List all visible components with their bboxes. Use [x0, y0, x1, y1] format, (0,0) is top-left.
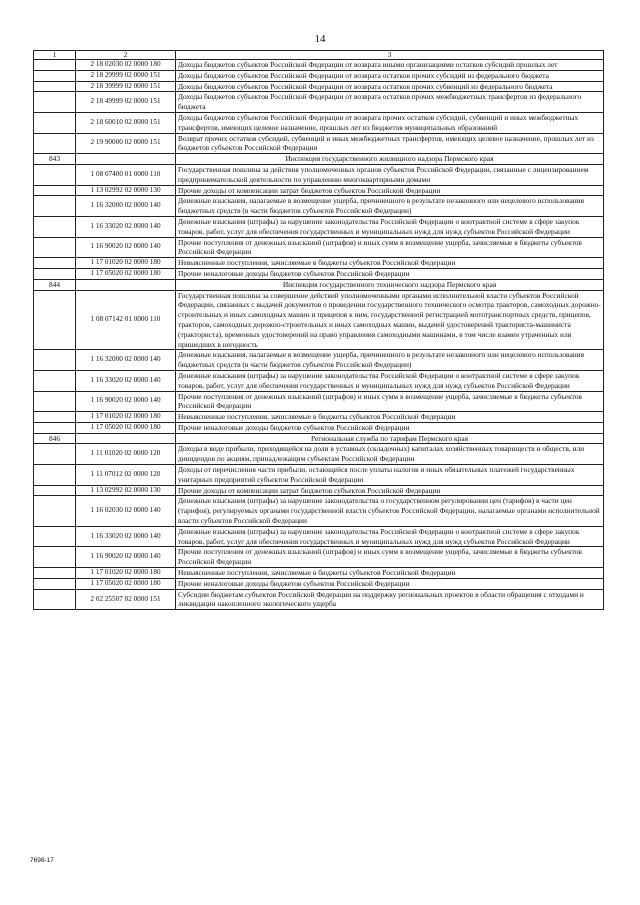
- revenue-code-cell: 2 18 60010 02 0000 151: [76, 112, 176, 133]
- table-row: [34, 465, 604, 486]
- page-number: 14: [314, 33, 326, 45]
- revenue-code-cell: 2 02 25507 02 0000 151: [76, 589, 176, 610]
- description-cell: Возврат прочих остатков субсидий, субвенций и иных межбюджетных трансфертов, имеющих целевое назначение, прошлых лет из бюджетов субъектов Российской Федерации: [176, 133, 604, 154]
- revenue-code-cell: 1 13 02992 02 0000 130: [76, 485, 176, 496]
- table-row: [34, 589, 604, 610]
- revenue-code-cell: 1 17 01020 02 0000 180: [76, 568, 176, 579]
- description-cell: Доходы от перечисления части прибыли, остающейся после уплаты налогов и иных обязательных платежей государственных унитарных предприятий субъектов Российской Федерации: [176, 465, 604, 486]
- admin-code-cell: 843: [34, 154, 76, 165]
- admin-code-cell: [34, 185, 76, 196]
- description-cell: Денежные взыскания (штрафы) за нарушение законодательства Российской Федерации о контрактной системе в сфере закупок товаров, работ, услуг для обеспечения государственных и муниципальных нужд для нужд субъектов Российской Федерации: [176, 370, 604, 391]
- table-row: [34, 350, 604, 371]
- admin-code-cell: [34, 444, 76, 465]
- revenue-code-cell: 2 19 90000 02 0000 151: [76, 133, 176, 154]
- table-row: [34, 547, 604, 568]
- description-cell: Субсидии бюджетам субъектов Российской Федерации на поддержку региональных проектов в области обращения с отходами и ликвидации накопленного экологического ущерба: [176, 589, 604, 610]
- table-row: [34, 258, 604, 269]
- description-cell: Невыясненные поступления, зачисляемые в бюджеты субъектов Российской Федерации: [176, 258, 604, 269]
- admin-code-cell: [34, 547, 76, 568]
- table-row: [34, 81, 604, 92]
- description-cell: Прочие поступления от денежных взысканий (штрафов) и иных сумм в возмещение ущерба, зачисляемые в бюджеты субъектов Российской Федерации: [176, 547, 604, 568]
- description-cell: Денежные взыскания (штрафы) за нарушение законодательства о государственном регулировании цен (тарифов) в части цен (тарифов), регулируемых органами государственной власти субъектов Российской Федерации, налагаемые органами исполнительной власти субъектов Российской Федерации: [176, 496, 604, 526]
- table-row: [34, 412, 604, 423]
- revenue-code-cell: 1 16 02030 02 0000 140: [76, 496, 176, 526]
- admin-code-cell: [34, 258, 76, 269]
- admin-code-cell: [34, 237, 76, 258]
- table-row: [34, 578, 604, 589]
- admin-code-cell: [34, 112, 76, 133]
- description-cell: Прочие поступления от денежных взысканий (штрафов) и иных сумм в возмещение ущерба, зачисляемые в бюджеты субъектов Российской Федерации: [176, 391, 604, 412]
- admin-code-cell: [34, 268, 76, 279]
- revenue-code-cell: 1 17 05020 02 0000 180: [76, 268, 176, 279]
- description-cell: Доходы бюджетов субъектов Российской Федерации от возврата остатков прочих субвенций из федерального бюджета: [176, 81, 604, 92]
- description-cell: Прочие доходы от компенсации затрат бюджетов субъектов Российской Федерации: [176, 185, 604, 196]
- description-cell: Невыясненные поступления, зачисляемые в бюджеты субъектов Российской Федерации: [176, 568, 604, 579]
- section-title-cell: Инспекция государственного технического надзора Пермского края: [176, 279, 604, 290]
- document-footer-code: 7698-17: [30, 857, 54, 864]
- table-row: [34, 485, 604, 496]
- description-cell: Доходы бюджетов субъектов Российской Федерации от возврата прочих остатков субсидий, субвенций и иных межбюджетных трансфертов, имеющих целевое назначение, прошлых лет из бюджетов муниципальных образований: [176, 112, 604, 133]
- admin-code-cell: 844: [34, 279, 76, 290]
- admin-code-cell: [34, 485, 76, 496]
- description-cell: Прочие поступления от денежных взысканий (штрафов) и иных сумм в возмещение ущерба, зачисляемые в бюджеты субъектов Российской Федерации: [176, 237, 604, 258]
- section-title-cell: Инспекция государственного жилищного надзора Пермского края: [176, 154, 604, 165]
- revenue-code-cell: 1 11 07012 02 0000 120: [76, 465, 176, 486]
- table-row: [34, 444, 604, 465]
- revenue-code-cell: 1 17 05020 02 0000 180: [76, 422, 176, 433]
- revenue-code-cell: 1 16 32000 02 0000 140: [76, 350, 176, 371]
- admin-code-cell: [34, 60, 76, 71]
- admin-code-cell: [34, 290, 76, 350]
- revenue-code-cell: 1 13 02992 02 0000 130: [76, 185, 176, 196]
- revenue-code-cell: 1 16 33020 02 0000 140: [76, 526, 176, 547]
- description-cell: Прочие неналоговые доходы бюджетов субъектов Российской Федерации: [176, 268, 604, 279]
- admin-code-cell: [34, 216, 76, 237]
- revenue-code-cell: [76, 279, 176, 290]
- admin-code-cell: [34, 412, 76, 423]
- description-cell: Прочие неналоговые доходы бюджетов субъектов Российской Федерации: [176, 422, 604, 433]
- description-cell: Прочие неналоговые доходы бюджетов субъектов Российской Федерации: [176, 578, 604, 589]
- table-row: [34, 70, 604, 81]
- admin-code-cell: [34, 391, 76, 412]
- table-row: [34, 391, 604, 412]
- admin-code-cell: [34, 70, 76, 81]
- admin-code-cell: [34, 196, 76, 217]
- revenue-code-cell: 1 17 01020 02 0000 180: [76, 258, 176, 269]
- revenue-code-cell: 2 18 29999 02 0000 151: [76, 70, 176, 81]
- admin-code-cell: [34, 81, 76, 92]
- admin-code-cell: [34, 568, 76, 579]
- description-cell: Невыясненные поступления, зачисляемые в бюджеты субъектов Российской Федерации: [176, 412, 604, 423]
- column-header-code: 2: [76, 51, 176, 60]
- revenue-code-cell: 2 18 39999 02 0000 151: [76, 81, 176, 92]
- description-cell: Доходы бюджетов субъектов Российской Федерации от возврата остатков прочих субсидий из федерального бюджета: [176, 70, 604, 81]
- table-row: [34, 526, 604, 547]
- revenue-code-cell: [76, 154, 176, 165]
- description-cell: Прочие доходы от компенсации затрат бюджетов субъектов Российской Федерации: [176, 485, 604, 496]
- description-cell: Доходы бюджетов субъектов Российской Федерации от возврата иными организациями остатков субсидий прошлых лет: [176, 60, 604, 71]
- table-body: [34, 51, 604, 610]
- revenue-code-cell: 1 17 05020 02 0000 180: [76, 578, 176, 589]
- admin-code-cell: [34, 164, 76, 185]
- revenue-code-cell: 1 16 90020 02 0000 140: [76, 391, 176, 412]
- table-row: [34, 496, 604, 526]
- admin-code-cell: [34, 92, 76, 113]
- admin-code-cell: [34, 465, 76, 486]
- admin-code-cell: 846: [34, 433, 76, 444]
- table-row: [34, 133, 604, 154]
- table-row: [34, 60, 604, 71]
- section-header-row: [34, 154, 604, 165]
- table-row: [34, 196, 604, 217]
- section-title-cell: Региональная служба по тарифам Пермского края: [176, 433, 604, 444]
- revenue-code-cell: [76, 433, 176, 444]
- admin-code-cell: [34, 350, 76, 371]
- revenue-code-cell: 2 18 49999 02 0000 151: [76, 92, 176, 113]
- description-cell: Денежные взыскания (штрафы) за нарушение законодательства Российской Федерации о контрактной системе в сфере закупок товаров, работ, услуг для обеспечения государственных и муниципальных нужд для нужд субъектов Российской Федерации: [176, 526, 604, 547]
- revenue-code-cell: 1 16 33020 02 0000 140: [76, 370, 176, 391]
- description-cell: Доходы в виде прибыли, приходящейся на доли в уставных (складочных) капиталах хозяйственных товариществ и обществ, или дивидендов по акциям, принадлежащим субъектам Российской Федерации: [176, 444, 604, 465]
- table-row: [34, 370, 604, 391]
- table-row: [34, 237, 604, 258]
- column-header-description: 3: [176, 51, 604, 60]
- admin-code-cell: [34, 589, 76, 610]
- admin-code-cell: [34, 133, 76, 154]
- revenue-code-cell: 1 17 01020 02 0000 180: [76, 412, 176, 423]
- description-cell: Государственная пошлина за действия уполномоченных органов субъектов Российской Федерации, связанные с лицензированием предпринимательской деятельности по управлению многоквартирными домами: [176, 164, 604, 185]
- revenue-codes-table: [33, 50, 604, 610]
- revenue-code-cell: 1 08 07400 01 0000 110: [76, 164, 176, 185]
- revenue-code-cell: 2 18 02030 02 0000 180: [76, 60, 176, 71]
- admin-code-cell: [34, 526, 76, 547]
- table-row: [34, 216, 604, 237]
- description-cell: Денежные взыскания, налагаемые в возмещение ущерба, причиненного в результате незаконного или нецелевого использования бюджетных средств (в части бюджетов субъектов Российской Федерации): [176, 196, 604, 217]
- table-row: [34, 164, 604, 185]
- section-header-row: [34, 433, 604, 444]
- revenue-code-cell: 1 16 90020 02 0000 140: [76, 547, 176, 568]
- revenue-code-cell: 1 16 33020 02 0000 140: [76, 216, 176, 237]
- table-row: [34, 568, 604, 579]
- table-row: [34, 112, 604, 133]
- description-cell: Денежные взыскания, налагаемые в возмещение ущерба, причиненного в результате незаконного или нецелевого использования бюджетных средств (в части бюджетов субъектов Российской Федерации): [176, 350, 604, 371]
- column-header-admin: 1: [34, 51, 76, 60]
- admin-code-cell: [34, 496, 76, 526]
- admin-code-cell: [34, 578, 76, 589]
- admin-code-cell: [34, 370, 76, 391]
- revenue-code-cell: 1 16 32000 02 0000 140: [76, 196, 176, 217]
- admin-code-cell: [34, 422, 76, 433]
- column-number-row: [34, 51, 604, 60]
- table-row: [34, 268, 604, 279]
- table-row: [34, 185, 604, 196]
- table-row: [34, 92, 604, 113]
- revenue-code-cell: 1 08 07142 01 0000 110: [76, 290, 176, 350]
- description-cell: Денежные взыскания (штрафы) за нарушение законодательства Российской Федерации о контрактной системе в сфере закупок товаров, работ, услуг для обеспечения государственных и муниципальных нужд для нужд субъектов Российской Федерации: [176, 216, 604, 237]
- section-header-row: [34, 279, 604, 290]
- description-cell: Доходы бюджетов субъектов Российской Федерации от возврата остатков прочих межбюджетных трансфертов из федерального бюджета: [176, 92, 604, 113]
- revenue-code-cell: 1 11 01020 02 0000 120: [76, 444, 176, 465]
- description-cell: Государственная пошлина за совершение действий уполномоченными органами исполнительной власти субъектов Российской Федерации, связанных с выдачей документов о проведении государственного технического осмотра тракторов, самоходных дорожно-строительных и иных самоходных машин и прицепов к ним, государственной регистрацией мототранспортных средств, прицепов, тракторов, самоходных дорожно-строительных и иных самоходных машин, выдачей удостоверений тракториста-машиниста (тракториста), временных удостоверений на право управления самоходными машинами, в том числе взамен утраченных или пришедших в негодность: [176, 290, 604, 350]
- table-row: [34, 290, 604, 350]
- table-row: [34, 422, 604, 433]
- revenue-code-cell: 1 16 90020 02 0000 140: [76, 237, 176, 258]
